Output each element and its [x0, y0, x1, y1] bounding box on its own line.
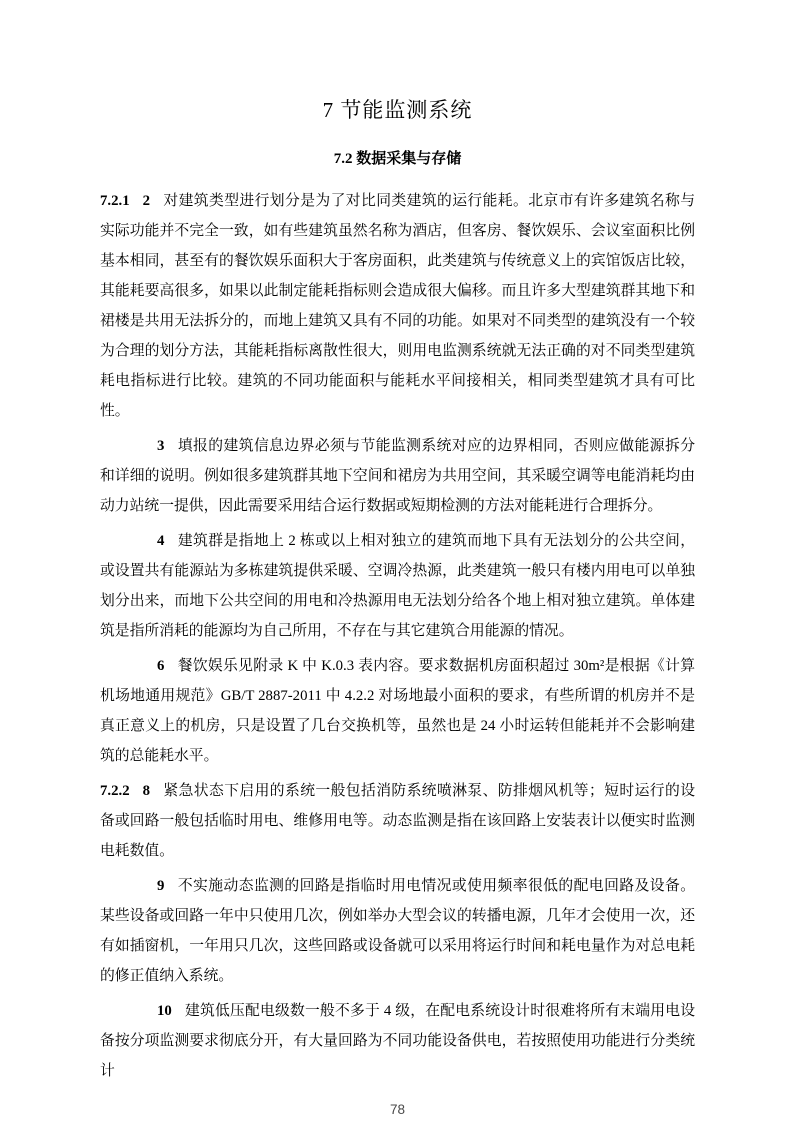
clause-number: 7.2.1 — [100, 193, 130, 209]
chapter-title: 7 节能监测系统 — [322, 98, 473, 122]
paragraph-item-6 — [100, 651, 695, 771]
paragraph-text: 紧急状态下启用的系统一般包括消防系统喷淋泵、防排烟风机等；短时运行的设备或回路一般包括临时用电、维修用电等。动态监测是指在该回路上安装表计以便实时监测电耗数值。 — [100, 783, 695, 859]
section-title: 7.2 数据采集与存储 — [333, 151, 462, 167]
paragraph-item-4 — [100, 526, 695, 646]
item-number: 8 — [142, 783, 150, 799]
clause-number: 7.2.2 — [100, 783, 130, 799]
item-number: 10 — [157, 1003, 172, 1019]
item-number: 3 — [157, 438, 165, 454]
paragraph-item-3 — [100, 431, 695, 521]
item-number: 2 — [142, 193, 150, 209]
paragraph-text: 建筑群是指地上 2 栋或以上相对独立的建筑而地下具有无法划分的公共空间，或设置共有能源站为多栋建筑提供采暖、空调冷热源，此类建筑一般只有楼内用电可以单独划分出来，而地下公共空间的用电和冷热源用电无法划分给各个地上相对独立建筑。单体建筑是指所消耗的能源均为自己所用，不存在与其它建筑合用能源的情况。 — [100, 533, 695, 639]
page-number: 78 — [389, 1102, 406, 1117]
item-number: 4 — [157, 533, 165, 549]
paragraph-7-2-1-2 — [100, 186, 695, 426]
paragraph-text: 对建筑类型进行划分是为了对比同类建筑的运行能耗。北京市有许多建筑名称与实际功能并不完全一致，如有些建筑虽然名称为酒店，但客房、餐饮娱乐、会议室面积比例基本相同，甚至有的餐饮娱乐面积大于客房面积，此类建筑与传统意义上的宾馆饭店比较，其能耗要高很多，如果以此制定能耗指标则会造成很大偏移。而且许多大型建筑群其地下和裙楼是共用无法拆分的，而地上建筑又具有不同的功能。如果对不同类型的建筑没有一个较为合理的划分方法，其能耗指标离散性很大，则用电监测系统就无法正确的对不同类型建筑耗电指标进行比较。建筑的不同功能面积与能耗水平间接相关，相同类型建筑才具有可比性。 — [100, 193, 695, 419]
paragraph-text: 建筑低压配电级数一般不多于 4 级，在配电系统设计时很难将所有末端用电设备按分项监测要求彻底分开，有大量回路为不同功能设备供电，若按照使用功能进行分类统计 — [100, 1003, 695, 1079]
paragraph-7-2-2-8 — [100, 776, 695, 866]
paragraph-text: 餐饮娱乐见附录 K 中 K.0.3 表内容。要求数据机房面积超过 30m²是根据《计算机场地通用规范》GB/T 2887-2011 中 4.2.2 对场地最小面积的要求，有些所谓的机房并不是真正意义上的机房，只是设置了几台交换机等，虽然也是 24 小时运转但能耗并不会影响建筑的总能耗水平。 — [100, 658, 695, 764]
item-number: 6 — [157, 658, 165, 674]
document-body — [100, 186, 695, 1086]
paragraph-text: 填报的建筑信息边界必须与节能监测系统对应的边界相同，否则应做能源拆分和详细的说明。例如很多建筑群其地下空间和裙房为共用空间，其采暖空调等电能消耗均由动力站统一提供，因此需要采用结合运行数据或短期检测的方法对能耗进行合理拆分。 — [100, 438, 695, 514]
paragraph-item-9 — [100, 871, 695, 991]
paragraph-item-10 — [100, 996, 695, 1086]
item-number: 9 — [157, 878, 165, 894]
paragraph-text: 不实施动态监测的回路是指临时用电情况或使用频率很低的配电回路及设备。某些设备或回路一年中只使用几次，例如举办大型会议的转播电源，几年才会使用一次，还有如插窗机，一年用只几次，这些回路或设备就可以采用将运行时间和耗电量作为对总电耗的修正值纳入系统。 — [100, 878, 695, 984]
